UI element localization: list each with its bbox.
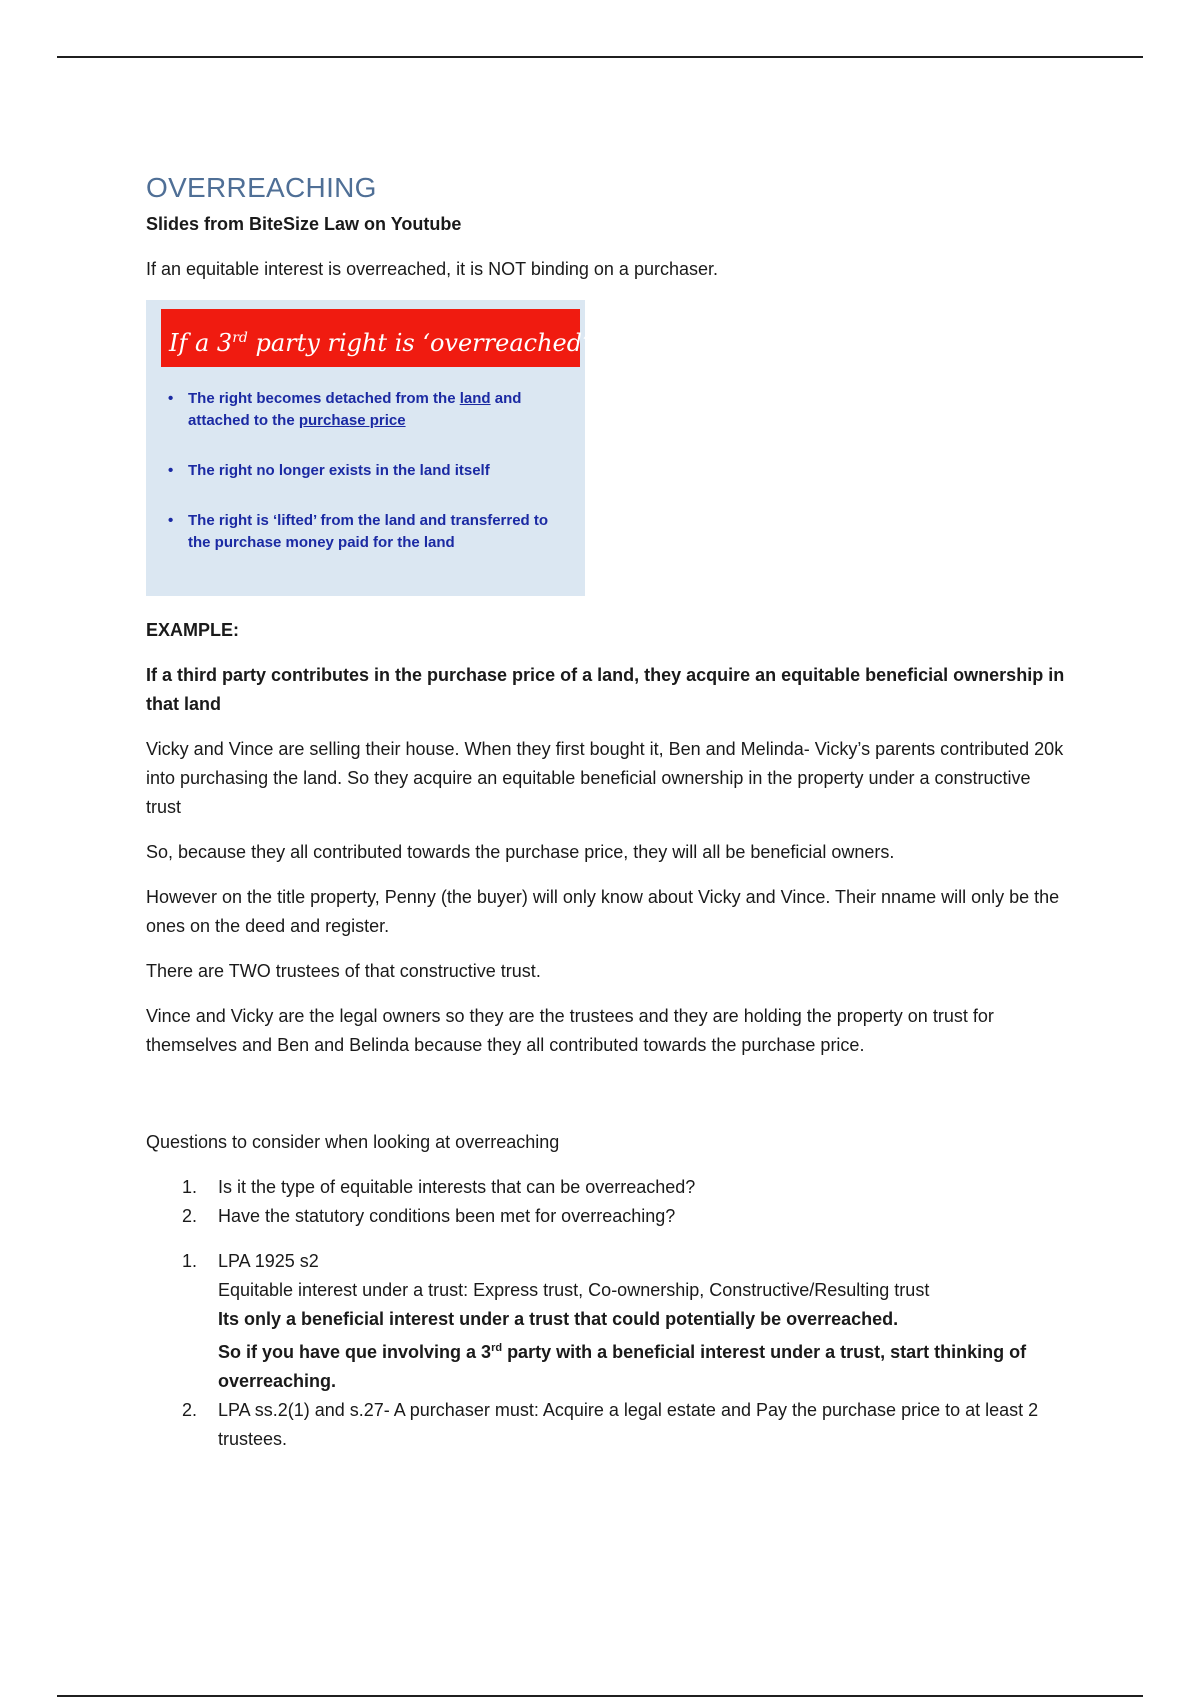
paragraph-4: There are TWO trustees of that constructive trust. <box>146 961 541 981</box>
bullet1-land: land <box>459 390 491 407</box>
bullet1-text-a: The right becomes detached from the <box>188 390 460 407</box>
bullet1-text-b: and attached to the <box>188 390 522 429</box>
banner-text-pre: If a 3 <box>169 329 233 357</box>
answer-number: 2. <box>182 1400 198 1420</box>
slide-bullet-1 <box>166 388 566 432</box>
page-title: OVERREACHING <box>146 172 377 203</box>
questions-list <box>146 1173 1066 1231</box>
banner-superscript: rd <box>232 330 248 346</box>
subtitle: Slides from BiteSize Law on Youtube <box>146 214 462 234</box>
answer-item-1 <box>146 1247 1066 1396</box>
paragraph-1: Vicky and Vince are selling their house. When they first bought it, Ben and Melinda- Vicky’s parents contributed 20k into purchasing the land. So they acquire an equitable beneficial ownership in the property under a constructive trust <box>146 739 1064 817</box>
answer1-line4-post: party with a beneficial interest under a trust, start thinking of overreaching. <box>218 1342 1027 1391</box>
question-item <box>146 1202 1066 1231</box>
question-text: Have the statutory conditions been met for overreaching? <box>218 1206 676 1226</box>
answer-item-2 <box>146 1396 1066 1454</box>
answer1-line3: Its only a beneficial interest under a trust that could potentially be overreached. <box>218 1309 899 1329</box>
answer-number: 1. <box>182 1251 198 1271</box>
slide-image <box>146 300 590 596</box>
document-body <box>146 172 1066 1470</box>
answer1-line4 <box>218 1334 1066 1396</box>
question-text: Is it the type of equitable interests that can be overreached? <box>218 1177 696 1197</box>
example-rule: If a third party contributes in the purchase price of a land, they acquire an equitable beneficial ownership in that land <box>146 665 1065 714</box>
answer1-line4-pre: So if you have que involving a 3 <box>218 1342 492 1362</box>
paragraph-2: So, because they all contributed towards the purchase price, they will all be beneficial owners. <box>146 842 895 862</box>
slide-banner <box>161 309 590 367</box>
slide-bullet-2: • The right no longer exists in the land itself <box>166 460 566 482</box>
questions-intro: Questions to consider when looking at overreaching <box>146 1132 560 1152</box>
question-number: 2. <box>182 1206 198 1226</box>
answer2-text: LPA ss.2(1) and s.27- A purchaser must: Acquire a legal estate and Pay the purchase price to at least 2 trustees. <box>218 1400 1039 1449</box>
paragraph-5: Vince and Vicky are the legal owners so they are the trustees and they are holding the property on trust for themselves and Ben and Belinda because they all contributed towards the purchase price. <box>146 1006 994 1055</box>
question-item <box>146 1173 1066 1202</box>
answer1-line4-sup: rd <box>491 1342 503 1354</box>
header-rule <box>57 56 1143 58</box>
answer1-line1: LPA 1925 s2 <box>218 1251 319 1271</box>
bullet1-purchase-price: purchase price <box>298 412 406 429</box>
answer1-line2: Equitable interest under a trust: Express trust, Co-ownership, Constructive/Resulting trust <box>218 1280 930 1300</box>
banner-text-post: party right is ‘overreached’ <box>247 329 590 357</box>
intro-paragraph: If an equitable interest is overreached, it is NOT binding on a purchaser. <box>146 259 718 279</box>
question-number: 1. <box>182 1177 198 1197</box>
slide-bullet-3: • The right is ‘lifted’ from the land and transferred to the purchase money paid for the land <box>166 510 566 554</box>
example-heading: EXAMPLE: <box>146 620 240 640</box>
slide-bullets <box>166 388 566 582</box>
footer-rule <box>57 1695 1143 1697</box>
answers-list <box>146 1247 1066 1454</box>
paragraph-3: However on the title property, Penny (the buyer) will only know about Vicky and Vince. Their nname will only be the ones on the deed and register. <box>146 887 1060 936</box>
